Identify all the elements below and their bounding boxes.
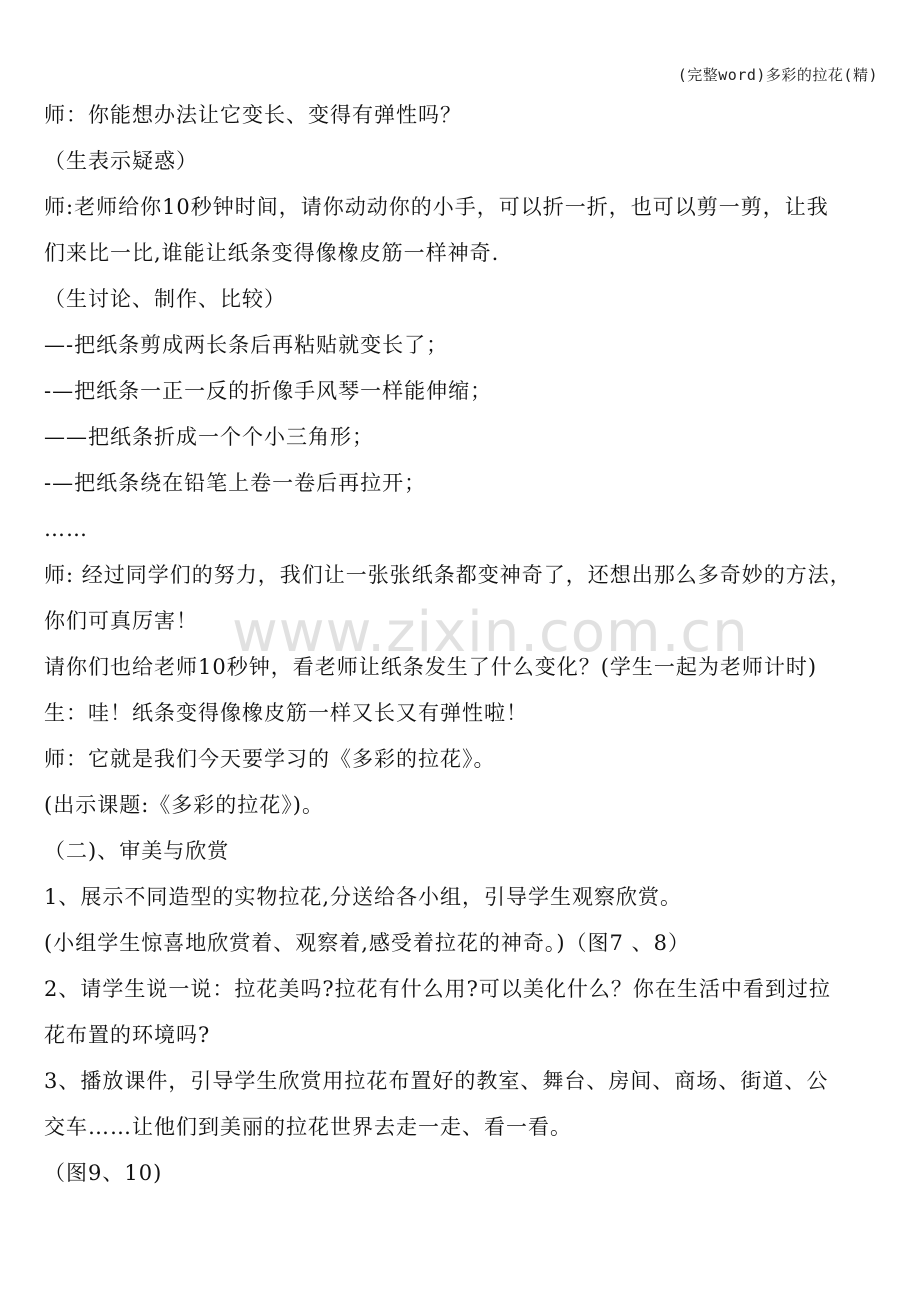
text-line: 3、播放课件，引导学生欣赏用拉花布置好的教室、舞台、房间、商场、街道、公 bbox=[44, 1069, 829, 1093]
text-line: 师: 经过同学们的努力，我们让一张张纸条都变神奇了，还想出那么多奇妙的方法， bbox=[44, 563, 852, 587]
text-line: 师：你能想办法让它变长、变得有弹性吗？ bbox=[44, 103, 462, 127]
text-line: (出示课题:《多彩的拉花》)。 bbox=[44, 793, 324, 817]
watermark: www.zixin.com.cn bbox=[232, 600, 749, 665]
text-line: （生表示疑惑） bbox=[44, 149, 198, 173]
text-line: …… bbox=[44, 517, 88, 541]
text-line: 师：它就是我们今天要学习的《多彩的拉花》。 bbox=[44, 747, 496, 771]
text-line: 你们可真厉害！ bbox=[44, 609, 198, 633]
text-line: —-把纸条剪成两长条后再粘贴就变长了； bbox=[44, 333, 449, 357]
text-line: ——把纸条折成一个个小三角形； bbox=[44, 425, 374, 449]
text-line: （生讨论、制作、比较） bbox=[44, 287, 286, 311]
text-line: 花布置的环境吗? bbox=[44, 1023, 211, 1047]
text-line: 生：哇！纸条变得像橡皮筋一样又长又有弹性啦！ bbox=[44, 701, 528, 725]
document-header: (完整word)多彩的拉花(精) bbox=[677, 66, 878, 84]
text-line: -—把纸条一正一反的折像手风琴一样能伸缩； bbox=[44, 379, 493, 403]
text-line: 2、请学生说一说：拉花美吗?拉花有什么用?可以美化什么？你在生活中看到过拉 bbox=[44, 977, 831, 1001]
text-line: -—把纸条绕在铅笔上卷一卷后再拉开； bbox=[44, 471, 427, 495]
section-heading: （二)、审美与欣赏 bbox=[44, 839, 230, 863]
text-line: 交车……让他们到美丽的拉花世界去走一走、看一看。 bbox=[44, 1115, 572, 1139]
document-body bbox=[44, 92, 884, 1196]
text-line: 请你们也给老师10秒钟，看老师让纸条发生了什么变化？(学生一起为老师计时) bbox=[44, 655, 818, 679]
text-line: (小组学生惊喜地欣赏着、观察着,感受着拉花的神奇。)（图7 、8） bbox=[44, 931, 690, 955]
text-line: 们来比一比,谁能让纸条变得像橡皮筋一样神奇. bbox=[44, 241, 500, 265]
text-line: 1、展示不同造型的实物拉花,分送给各小组，引导学生观察欣赏。 bbox=[44, 885, 683, 909]
text-line: 师:老师给你10秒钟时间，请你动动你的小手，可以折一折，也可以剪一剪，让我 bbox=[44, 195, 829, 219]
text-line: （图9、10) bbox=[44, 1161, 163, 1185]
